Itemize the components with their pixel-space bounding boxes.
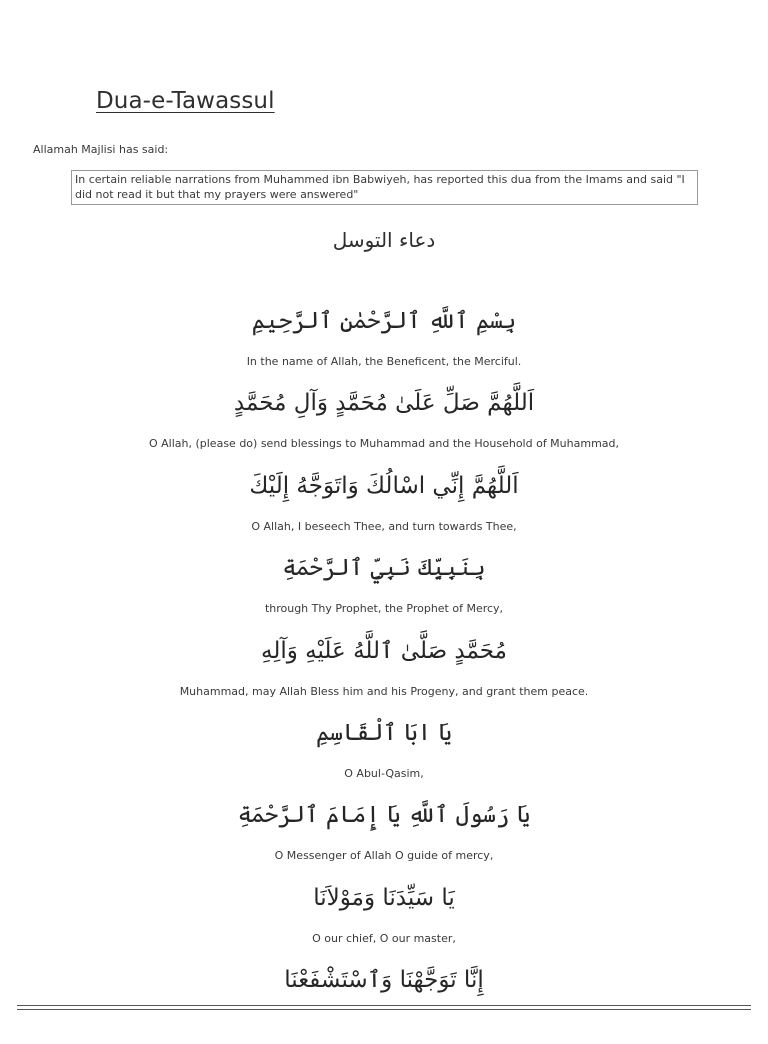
verse-item — [0, 796, 768, 878]
verse-arabic: اَللَّهُمَّ إِنِّي اسْالُكَ وَاتَوَجَّهُ إِلَيْكَ — [249, 472, 519, 499]
verse-item — [0, 467, 768, 549]
verse-list — [0, 302, 768, 1044]
verse-item — [0, 549, 768, 631]
verse-translation: through Thy Prophet, the Prophet of Mercy, — [264, 602, 504, 616]
verse-arabic: اَللَّهُمَّ صَلِّ عَلَىٰ مُحَمَّدٍ وَآلِ مُحَمَّدٍ — [233, 390, 535, 417]
verse-item — [0, 879, 768, 961]
intro-text: Allamah Majlisi has said: — [33, 143, 169, 156]
quote-box: In certain reliable narrations from Muhammed ibn Babwiyeh, has reported this dua from the Imams and said "I did not read it but that my prayers were answered" — [71, 170, 698, 205]
verse-translation: O our chief, O our master, — [312, 931, 456, 945]
verse-item — [0, 632, 768, 714]
verse-item — [0, 714, 768, 796]
verse-item — [0, 384, 768, 466]
verse-arabic: يَا ابَا ٱلْقَاسِمِ — [316, 719, 452, 746]
verse-translation: O Allah, I beseech Thee, and turn towards Thee, — [251, 519, 517, 533]
verse-arabic: إِنَّا تَوَجَّهْنَا وَٱسْتَشْفَعْنَا — [284, 967, 484, 994]
verse-translation: Muhammad, may Allah Bless him and his Progeny, and grant them peace. — [179, 684, 589, 698]
verse-arabic: بِسْمِ ٱللَّهِ ٱلرَّحْمٰنِ ٱلرَّحِيمِ — [251, 308, 517, 334]
verse-arabic: يَا رَسُولَ ٱللَّهِ يَا إِمَامَ ٱلرَّحْمَةِ — [237, 802, 531, 829]
arabic-title: دعاء التوسل — [332, 228, 436, 252]
verse-arabic: يَا سَيِّدَنَا وَمَوْلاَنَا — [313, 884, 455, 911]
verse-item — [0, 302, 768, 384]
verse-translation: O Allah, (please do) send blessings to Muhammad and the Household of Muhammad, — [148, 437, 620, 451]
verse-arabic: بِنَبِيِّكَ نَبِيِّ ٱلرَّحْمَةِ — [282, 555, 486, 582]
verse-translation: O Abul-Qasim, — [344, 766, 424, 780]
verse-translation: In the name of Allah, the Beneficent, the Merciful. — [246, 355, 522, 368]
verse-arabic: مُحَمَّدٍ صَلَّىٰ ٱللَّهُ عَلَيْهِ وَآلِهِ — [261, 637, 507, 664]
verse-translation: O Messenger of Allah O guide of mercy, — [274, 849, 494, 863]
footer-divider — [17, 1005, 751, 1010]
page-title: Dua-e-Tawassul — [96, 88, 275, 114]
verse-item — [0, 961, 768, 1043]
